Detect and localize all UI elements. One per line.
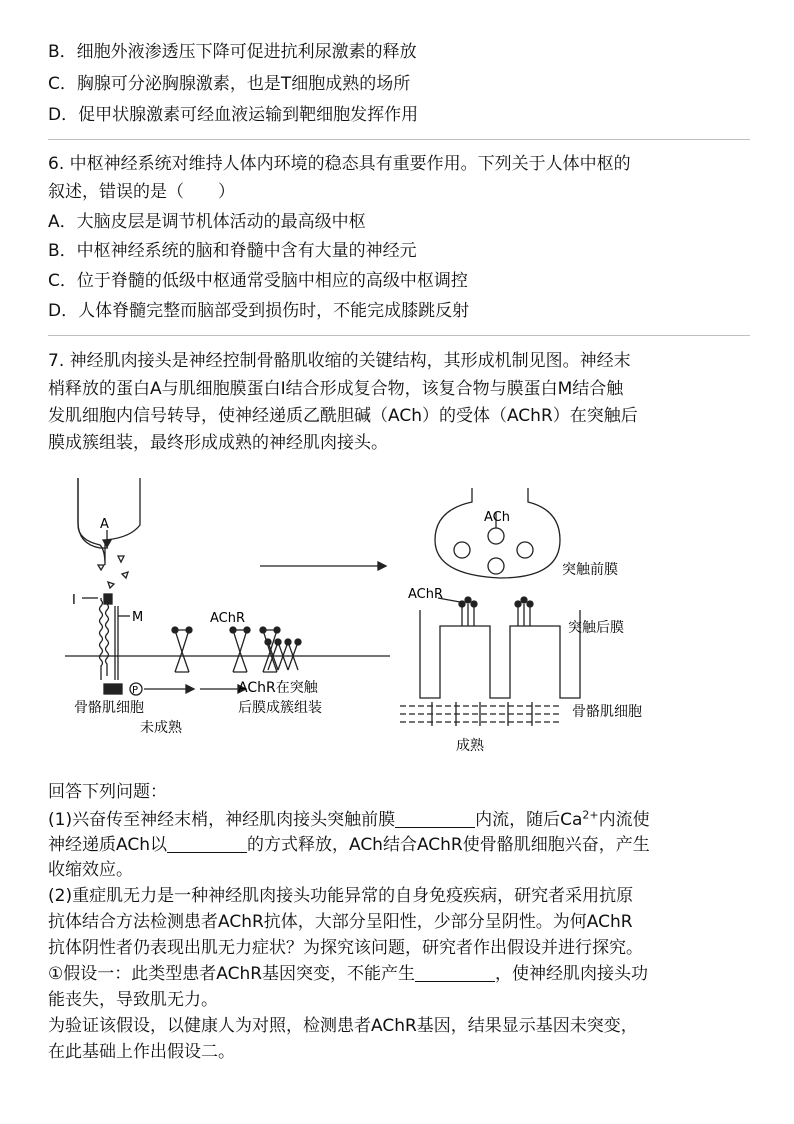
- protein-a-bound: [104, 594, 112, 604]
- label-m: M: [132, 610, 144, 625]
- label-mature: 成熟: [456, 738, 484, 754]
- p1-line1: [48, 808, 650, 832]
- label-a: A: [100, 517, 109, 532]
- q7-stem-line1: 7. 神经肌肉接头是神经控制骨骼肌收缩的关键结构，其形成机制见图。神经末: [48, 351, 631, 371]
- p1-line3: 收缩效应。: [48, 860, 133, 880]
- separator: [48, 139, 750, 140]
- postsynaptic-folds: [420, 610, 580, 698]
- p2-line7: 在此基础上作出假设二。: [48, 1042, 235, 1062]
- p1-sup: 2+: [582, 808, 599, 822]
- protein-a-mark: [98, 565, 104, 570]
- label-ach: ACh: [484, 510, 510, 525]
- q6-option-d: D．人体脊髓完整而脑部受到损伤时，不能完成膝跳反射: [48, 301, 470, 321]
- protein-a-mark: [118, 556, 124, 562]
- presynaptic-terminal: [435, 488, 560, 578]
- label-achr-right: AChR: [408, 587, 444, 602]
- label-achr-left: AChR: [210, 611, 246, 626]
- answers-intro: 回答下列问题：: [48, 782, 167, 802]
- separator: [48, 335, 750, 336]
- q6-stem-line1: 6. 中枢神经系统对维持人体内环境的稳态具有重要作用。下列关于人体中枢的: [48, 154, 631, 174]
- p2-line4: [48, 962, 648, 986]
- protein-a-mark: [122, 572, 128, 578]
- q7-stem-line4: 膜成簇组装，最终形成成熟的神经肌肉接头。: [48, 433, 388, 453]
- achr-receptor-group: [172, 627, 280, 672]
- q6-option-b: B．中枢神经系统的脑和脊髓中含有大量的神经元: [48, 241, 417, 261]
- option-b-prev: B．细胞外液渗透压下降可促进抗利尿激素的释放: [48, 42, 417, 62]
- p1-line2: [48, 833, 650, 857]
- p2-line4-a: ①假设一：此类型患者AChR基因突变，不能产生: [48, 964, 416, 984]
- q7-stem-line3: 发肌细胞内信号转导，使神经递质乙酰胆碱（ACh）的受体（AChR）在突触后: [48, 406, 638, 426]
- p1-line1-a: (1)兴奋传至神经末梢，神经肌肉接头突触前膜: [48, 810, 396, 830]
- p2-line1: (2)重症肌无力是一种神经肌肉接头功能异常的自身免疫疾病，研究者采用抗原: [48, 886, 634, 906]
- label-cluster-line2: 后膜成簇组装: [238, 700, 322, 716]
- label-immature: 未成熟: [140, 720, 182, 736]
- protein-i: [100, 598, 103, 680]
- arrowhead-a: [103, 540, 111, 547]
- q7-stem-line2: 梢释放的蛋白A与肌细胞膜蛋白Ⅰ结合形成复合物，该复合物与膜蛋白M结合触: [48, 379, 624, 399]
- label-skeletal-right: 骨骼肌细胞: [572, 704, 642, 720]
- q6-stem-line2: 叙述，错误的是（ ）: [48, 182, 235, 202]
- signal-kinase: [104, 684, 122, 694]
- label-postsynaptic: 突触后膜: [568, 620, 624, 636]
- achr-cluster-mature: [459, 597, 533, 626]
- p2-line2: 抗体结合方法检测患者AChR抗体，大部分呈阳性，少部分呈阴性。为何AChR: [48, 912, 633, 932]
- nmj-formation-diagram: [60, 470, 680, 760]
- nerve-terminal-left-edge: [78, 478, 108, 548]
- protein-a-mark: [108, 582, 114, 588]
- option-d-prev: D．促甲状腺激素可经血液运输到靶细胞发挥作用: [48, 105, 419, 125]
- option-c-prev: C．胸腺可分泌胸腺激素，也是T细胞成熟的场所: [48, 74, 411, 94]
- label-cluster-line1: AChR在突触: [238, 680, 318, 696]
- p2-line4-b: ，使神经肌肉接头功: [495, 964, 649, 984]
- blank-2[interactable]: [167, 834, 247, 853]
- vesicle-group: [454, 528, 533, 574]
- p1-line1-b: 内流，随后Ca: [475, 810, 583, 830]
- label-skeletal-left: 骨骼肌细胞: [74, 700, 144, 716]
- p2-line6: 为验证该假设，以健康人为对照，检测患者AChR基因，结果显示基因未突变，: [48, 1016, 638, 1036]
- blank-1[interactable]: [395, 809, 475, 828]
- blank-3[interactable]: [415, 963, 495, 982]
- p2-line3: 抗体阴性者仍表现出肌无力症状？为探究该问题，研究者作出假设并进行探究。: [48, 938, 643, 958]
- protein-i-2: [106, 604, 109, 676]
- label-p: P: [132, 685, 139, 696]
- p1-line2-b: 的方式释放，ACh结合AChR使骨骼肌细胞兴奋，产生: [246, 835, 650, 855]
- q6-option-a: A．大脑皮层是调节机体活动的最高级中枢: [48, 212, 366, 232]
- q6-option-c: C．位于脊髓的低级中枢通常受脑中相应的高级中枢调控: [48, 271, 468, 291]
- label-i: I: [72, 593, 76, 608]
- p2-line5: 能丧失，导致肌无力。: [48, 990, 218, 1010]
- nerve-terminal-left: [78, 478, 140, 565]
- p1-line1-c: 内流使: [598, 810, 650, 830]
- p1-line2-a: 神经递质ACh以: [48, 835, 167, 855]
- label-presynaptic: 突触前膜: [562, 562, 618, 578]
